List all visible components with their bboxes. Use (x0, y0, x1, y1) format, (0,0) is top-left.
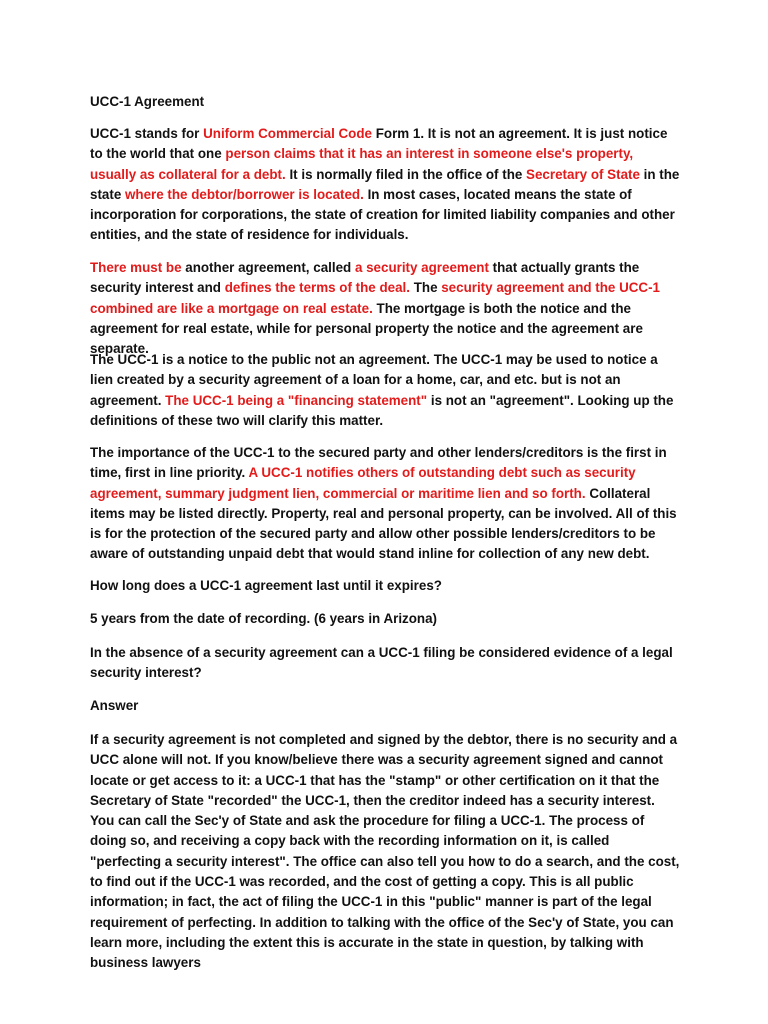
document-title: UCC-1 Agreement (90, 94, 205, 109)
body-text: The UCC-1 is a notice to the public not an agreement. The UCC-1 may be used to notice a lien created by a security agreement of a loan for a home, car, and etc. but is not an agreement. (90, 352, 658, 408)
body-text: in the state (90, 166, 680, 202)
body-text: It is normally filed in the office of the (285, 166, 527, 182)
paragraph-security-agreement (90, 258, 680, 359)
highlighted-text: defines the terms of the deal. (224, 280, 410, 296)
body-text: that actually grants the security interest and (90, 260, 640, 296)
answer-expiration: 5 years from the date of recording. (6 years in Arizona) (90, 611, 438, 626)
body-text: The mortgage is both the notice and the agreement for real estate, while for personal property the notice and the agreement are separate. (90, 300, 643, 357)
body-text: In most cases, located means the state of incorporation for corporations, the state of creation for limited liability companies and other entities, and the state of residence for individuals. (90, 186, 675, 243)
answer-heading: Answer (90, 698, 139, 713)
paragraph-notice-to-public (90, 350, 680, 431)
question-evidence: In the absence of a security agreement can a UCC-1 filing be considered evidence of a legal security interest? (90, 645, 673, 681)
highlighted-text: person claims that it has an interest in someone else's property, usually as collateral for a debt. (90, 146, 634, 182)
body-text: The importance of the UCC-1 to the secured party and other lenders/creditors is the first in time, first in line priority. (90, 445, 667, 481)
body-text: UCC-1 stands for (90, 126, 204, 141)
highlighted-text: a security agreement (354, 260, 489, 275)
answer-body: If a security agreement is not completed and signed by the debtor, there is no security and a UCC alone will not. If you know/believe there was a security agreement signed and cannot locate or get access to it: a UCC-1 that has the "stamp" or other certification on it that the Secretary of State "recorded" the UCC-1, then the creditor indeed has a security interest. You can call the Sec'y of State and ask the procedure for filing a UCC-1. The process of doing so, and receiving a copy back with the recording information on it, is called "perfecting a security interest". The office can also tell you how to do a search, and the cost, to find out if the UCC-1 was recorded, and the cost of getting a copy. This is all public information; in fact, the act of filing the UCC-1 in this "public" manner is part of the legal requirement of perfecting. In addition to talking with the office of the Sec'y of State, you can learn more, including the extent this is accurate in the state in question, by talking with business lawyers (90, 732, 680, 971)
body-text: another agreement, called (181, 260, 355, 275)
highlighted-text: There must be (90, 260, 182, 275)
body-text: The (409, 280, 442, 296)
highlighted-text: where the debtor/borrower is located. (124, 186, 364, 202)
question-expiration: How long does a UCC-1 agreement last until it expires? (90, 578, 442, 593)
highlighted-text: Uniform Commercial Code (203, 126, 372, 141)
paragraph-importance (90, 443, 680, 565)
highlighted-text: A UCC-1 notifies others of outstanding debt such as security agreement, summary judgment lien, commercial or maritime lien and so forth. (90, 465, 636, 501)
body-text: Collateral items may be listed directly. Property, real and personal property, can be involved. All of this is for the protection of the secured party and allow other possible lenders/creditors to be aware of outstanding unpaid debt that would stand inline for collection of any new debt. (90, 485, 677, 562)
paragraph-definition (90, 124, 680, 246)
body-text: Form 1. It is not an agreement. It is just notice to the world that one (90, 126, 668, 162)
highlighted-text: Secretary of State (526, 166, 640, 182)
body-text: is not an "agreement". Looking up the definitions of these two will clarify this matter. (90, 392, 674, 428)
highlighted-text: The UCC-1 being a "financing statement" (165, 392, 428, 408)
highlighted-text: security agreement and the UCC-1 combined are like a mortgage on real estate. (90, 280, 661, 316)
